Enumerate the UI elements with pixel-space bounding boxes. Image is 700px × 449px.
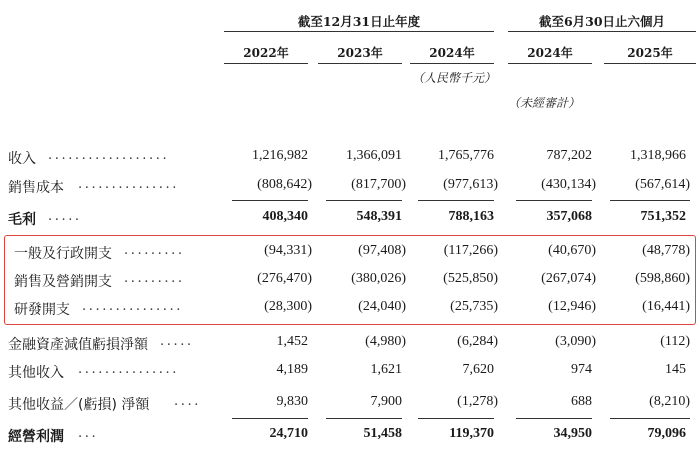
cell-value: (430,134): [541, 177, 596, 192]
cell-value: (525,850): [443, 271, 498, 286]
cell-value: (28,300): [264, 299, 312, 314]
table-row: [0, 267, 700, 293]
subtotal-rule: [516, 200, 592, 201]
cell-value: 119,370: [449, 426, 494, 441]
cell-value: 24,710: [269, 426, 308, 441]
row-label: 銷售及營銷開支: [14, 274, 112, 290]
row-label: 收入: [8, 151, 36, 167]
cell-value: (97,408): [358, 243, 406, 258]
cell-value: 34,950: [553, 426, 592, 441]
leader-dots: ...............: [78, 177, 179, 192]
cell-value: (8,210): [649, 394, 690, 409]
year-header-2-rule: [318, 63, 402, 64]
year-header-1: 2022年: [243, 46, 289, 60]
leader-dots: .....: [48, 209, 82, 224]
row-label: 毛利: [8, 212, 36, 228]
leader-dots: ...............: [78, 362, 179, 377]
cell-value: 145: [665, 362, 686, 377]
leader-dots: ....: [174, 394, 201, 409]
unit-note: （人民幣千元）: [412, 71, 497, 85]
cell-value: (40,670): [548, 243, 596, 258]
subtotal-rule: [418, 418, 494, 419]
cell-value: 1,216,982: [252, 148, 308, 163]
row-label: 研發開支: [14, 302, 70, 318]
cell-value: 9,830: [276, 394, 308, 409]
year-header-4-rule: [508, 63, 592, 64]
cell-value: (48,778): [642, 243, 690, 258]
table-row: [0, 330, 700, 356]
cell-value: 548,391: [356, 209, 402, 224]
cell-value: 4,189: [276, 362, 308, 377]
year-header-4: 2024年: [527, 46, 573, 60]
cell-value: (94,331): [264, 243, 312, 258]
subtotal-rule: [516, 418, 592, 419]
table-row: [0, 422, 700, 448]
group-header-annual-rule: [224, 31, 494, 32]
cell-value: 788,163: [448, 209, 494, 224]
cell-value: 7,620: [462, 362, 494, 377]
cell-value: 974: [571, 362, 592, 377]
table-row: [0, 239, 700, 265]
leader-dots: .....: [160, 334, 194, 349]
row-label: 金融資產減值虧損淨額: [8, 337, 148, 353]
cell-value: (117,266): [443, 243, 498, 258]
cell-value: (380,026): [351, 271, 406, 286]
row-label: 其他收益／(虧損) 淨額: [8, 397, 150, 413]
cell-value: (808,642): [257, 177, 312, 192]
cell-value: 1,452: [276, 334, 308, 349]
table-row: [0, 173, 700, 199]
cell-value: 7,900: [370, 394, 402, 409]
table-row: [0, 295, 700, 321]
subtotal-rule: [326, 200, 402, 201]
cell-value: 688: [571, 394, 592, 409]
year-header-1-rule: [224, 63, 308, 64]
unaudited-note: （未經審計）: [508, 96, 581, 110]
cell-value: (567,614): [635, 177, 690, 192]
leader-dots: .........: [124, 243, 185, 258]
cell-value: (1,278): [457, 394, 498, 409]
cell-value: 51,458: [363, 426, 402, 441]
leader-dots: ...............: [82, 299, 183, 314]
cell-value: (3,090): [555, 334, 596, 349]
table-row: [0, 144, 700, 170]
year-header-3: 2024年: [429, 46, 475, 60]
cell-value: (16,441): [642, 299, 690, 314]
subtotal-rule: [326, 418, 402, 419]
row-label: 一般及行政開支: [14, 246, 112, 262]
cell-value: (4,980): [365, 334, 406, 349]
cell-value: 787,202: [546, 148, 592, 163]
cell-value: (6,284): [457, 334, 498, 349]
cell-value: 357,068: [546, 209, 592, 224]
table-row: [0, 358, 700, 384]
table-row: [0, 390, 700, 416]
subtotal-rule: [418, 200, 494, 201]
group-header-interim: 截至6月30日止六個月: [538, 14, 666, 29]
year-header-5: 2025年: [627, 46, 673, 60]
cell-value: (25,735): [450, 299, 498, 314]
cell-value: (12,946): [548, 299, 596, 314]
year-header-2: 2023年: [337, 46, 383, 60]
cell-value: (24,040): [358, 299, 406, 314]
cell-value: 79,096: [647, 426, 686, 441]
group-header-interim-rule: [508, 31, 696, 32]
subtotal-rule: [610, 418, 690, 419]
group-header-annual: 截至12月31日止年度: [297, 14, 421, 29]
leader-dots: .........: [124, 271, 185, 286]
year-header-5-rule: [604, 63, 696, 64]
leader-dots: ...: [78, 426, 99, 441]
cell-value: (977,613): [443, 177, 498, 192]
cell-value: 751,352: [640, 209, 686, 224]
table-row: [0, 205, 700, 231]
subtotal-rule: [610, 200, 690, 201]
cell-value: (598,860): [635, 271, 690, 286]
cell-value: 1,621: [370, 362, 402, 377]
cell-value: (817,700): [351, 177, 406, 192]
row-label: 經營利潤: [8, 429, 64, 445]
leader-dots: ..................: [48, 148, 170, 163]
row-label: 銷售成本: [8, 180, 64, 196]
cell-value: (267,074): [541, 271, 596, 286]
cell-value: 408,340: [262, 209, 308, 224]
cell-value: 1,318,966: [630, 148, 686, 163]
cell-value: (276,470): [257, 271, 312, 286]
row-label: 其他收入: [8, 365, 64, 381]
year-header-3-rule: [410, 63, 494, 64]
cell-value: 1,366,091: [346, 148, 402, 163]
cell-value: (112): [660, 334, 690, 349]
cell-value: 1,765,776: [438, 148, 494, 163]
subtotal-rule: [232, 200, 308, 201]
subtotal-rule: [232, 418, 308, 419]
